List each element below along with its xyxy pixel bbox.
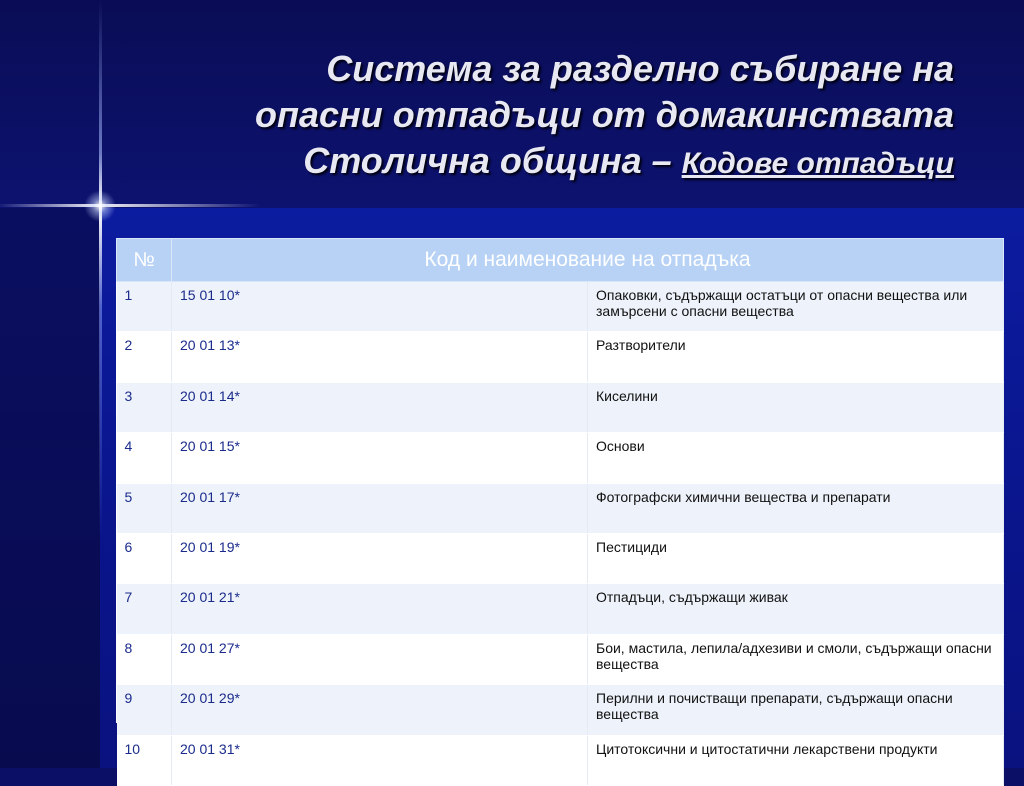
title-line-3 [114,138,954,187]
table-row [117,483,1004,533]
row-code: 20 01 31* [172,735,588,785]
star-vertical-ray [99,0,102,768]
row-name: Фотографски химични вещества и препарати [588,483,1004,533]
table-row [117,533,1004,583]
row-name: Перилни и почистващи препарати, съдържащи опасни вещества [588,685,1004,735]
row-number: 8 [117,634,172,684]
title-line-1: Система за разделно събиране на [326,48,954,89]
title-subtitle-link: Кодове отпадъци [681,147,954,180]
star-sparkle-icon [84,190,116,222]
row-number: 10 [117,735,172,785]
row-code: 20 01 21* [172,584,588,634]
row-code: 20 01 19* [172,533,588,583]
table-row [117,735,1004,785]
row-code: 20 01 27* [172,634,588,684]
table-row [117,433,1004,483]
table-row [117,332,1004,382]
title-line-3-main: Столична община – [303,140,682,181]
header-number: № [117,239,172,282]
row-number: 3 [117,382,172,432]
header-code-name: Код и наименование на отпадъка [172,239,1004,282]
row-name: Основи [588,433,1004,483]
row-name: Киселини [588,382,1004,432]
row-name: Пестициди [588,533,1004,583]
table-row [117,584,1004,634]
row-name: Отпадъци, съдържащи живак [588,584,1004,634]
row-name: Бои, мастила, лепила/адхезиви и смоли, съдържащи опасни вещества [588,634,1004,684]
row-code: 20 01 13* [172,332,588,382]
row-code: 20 01 15* [172,433,588,483]
slide-title [114,46,954,187]
table-row [117,685,1004,735]
background-left [0,208,100,768]
row-number: 7 [117,584,172,634]
table-header-row [117,239,1004,282]
row-code: 20 01 17* [172,483,588,533]
row-code: 15 01 10* [172,282,588,332]
table-row [117,282,1004,332]
row-name: Разтворители [588,332,1004,382]
row-number: 6 [117,533,172,583]
row-number: 2 [117,332,172,382]
row-number: 9 [117,685,172,735]
row-code: 20 01 29* [172,685,588,735]
title-line-2: опасни отпадъци от домакинствата [255,94,954,135]
row-number: 5 [117,483,172,533]
row-number: 4 [117,433,172,483]
table-row [117,634,1004,684]
row-code: 20 01 14* [172,382,588,432]
row-name: Опаковки, съдържащи остатъци от опасни вещества или замърсени с опасни вещества [588,282,1004,332]
star-horizontal-ray [0,204,260,207]
table-row [117,382,1004,432]
row-name: Цитотоксични и цитостатични лекарствени продукти [588,735,1004,785]
row-number: 1 [117,282,172,332]
waste-codes-table [116,238,1004,757]
